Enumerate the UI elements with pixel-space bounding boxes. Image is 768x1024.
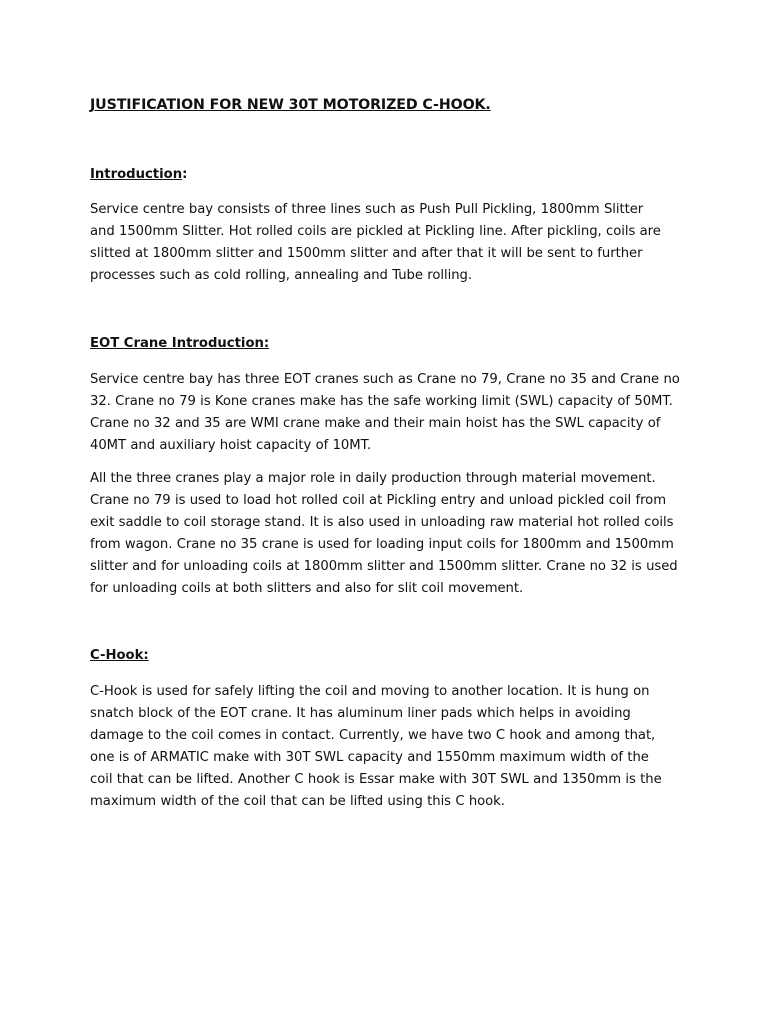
section-heading-introduction-text: Introduction bbox=[90, 167, 183, 182]
document-title: JUSTIFICATION FOR NEW 30T MOTORIZED C-HOOK. bbox=[90, 97, 491, 113]
section-heading-introduction-colon: : bbox=[182, 167, 188, 182]
section-heading-c-hook-text: C-Hook: bbox=[90, 648, 149, 663]
section-heading-eot-crane-text: EOT Crane Introduction: bbox=[90, 336, 270, 351]
section-heading-introduction bbox=[90, 165, 187, 185]
c-hook-paragraph: C-Hook is used for safely lifting the coil and moving to another location. It is hung on snatch block of the EOT crane. It has aluminum liner pads which helps in avoiding damage to the coil comes in contact. Currently, we have two C hook and among that, one is of ARMATIC make with 30T SWL capacity and 1550mm maximum width of the coil that can be lifted. Another C hook is Essar make with 30T SWL and 1350mm is the maximum width of the coil that can be lifted using this C hook. bbox=[90, 684, 662, 809]
section-heading-eot-crane bbox=[90, 334, 269, 354]
section-heading-c-hook bbox=[90, 646, 149, 666]
document-body bbox=[90, 95, 682, 809]
introduction-paragraph: Service centre bay consists of three lines such as Push Pull Pickling, 1800mm Slitter and 1500mm Slitter. Hot rolled coils are pickled at Pickling line. After pickling, coils are slitted at 1800mm slitter and 1500mm slitter and after that it will be sent to further processes such as cold rolling, annealing and Tube rolling. bbox=[90, 202, 661, 283]
eot-crane-paragraph-1: Service centre bay has three EOT cranes such as Crane no 79, Crane no 35 and Crane no 32. Crane no 79 is Kone cranes make has the safe working limit (SWL) capacity of 50MT. Crane no 32 and 35 are WMI crane make and their main hoist has the SWL capacity of 40MT and auxiliary hoist capacity of 10MT. bbox=[90, 372, 680, 453]
eot-crane-paragraph-2: All the three cranes play a major role in daily production through material movement. Crane no 79 is used to load hot rolled coil at Pickling entry and unload pickled coil from exit saddle to coil storage stand. It is also used in unloading raw material hot rolled coils from wagon. Crane no 35 crane is used for loading input coils for 1800mm and 1500mm slitter and for unloading coils at 1800mm slitter and 1500mm slitter. Crane no 32 is used for unloading coils at both slitters and also for slit coil movement. bbox=[90, 471, 678, 596]
